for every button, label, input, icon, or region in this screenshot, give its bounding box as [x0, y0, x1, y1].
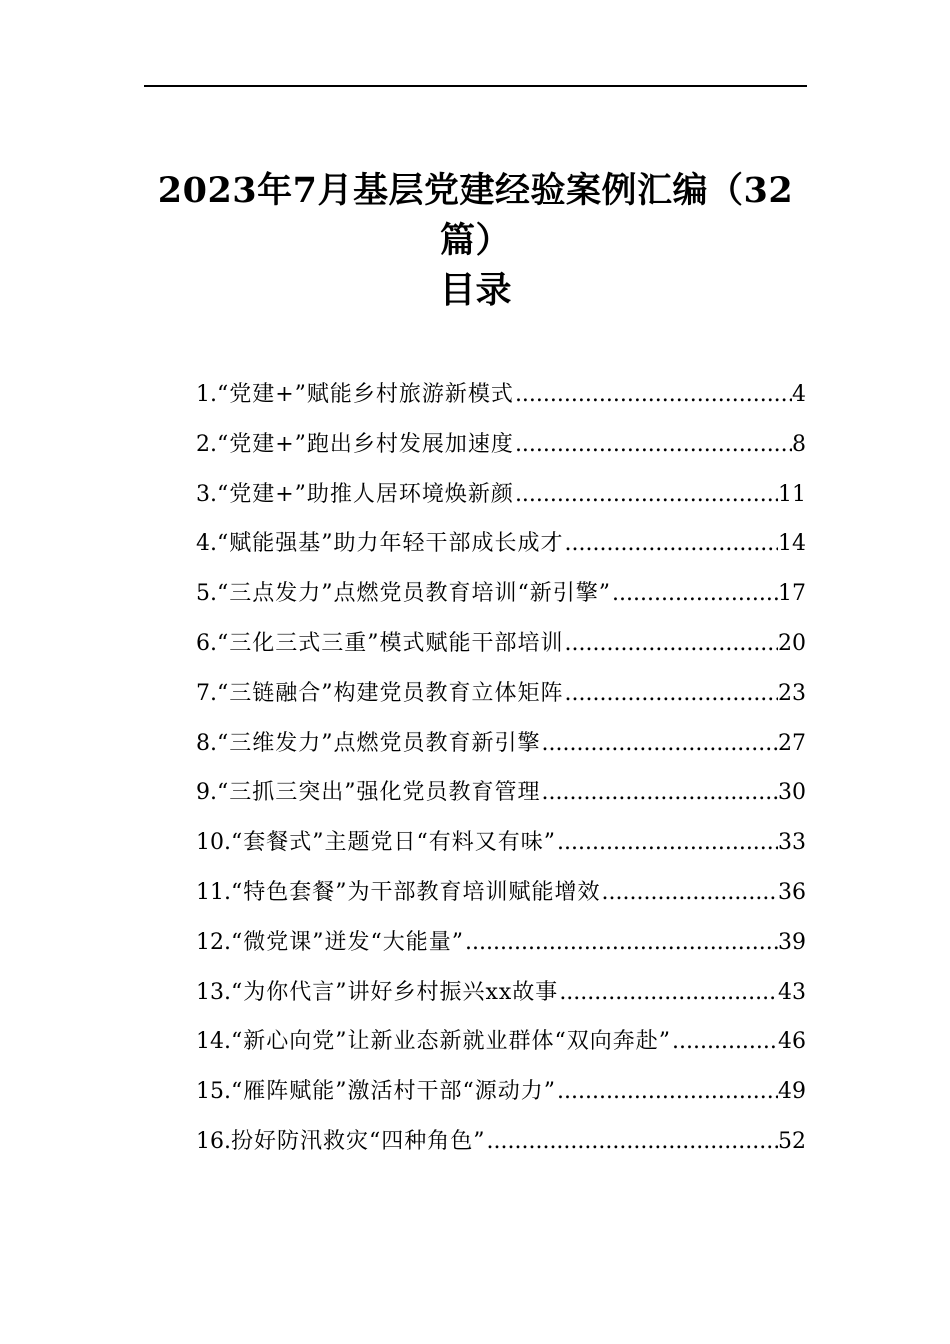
toc-entry-page: 33 — [778, 830, 806, 856]
toc-entry-title: “为你代言”讲好乡村振兴xx故事 — [231, 979, 559, 1005]
table-of-contents — [196, 370, 806, 1167]
toc-entry-number: 2. — [196, 431, 217, 457]
toc-entry[interactable] — [196, 719, 806, 769]
toc-entry[interactable] — [196, 619, 806, 669]
toc-entry-number: 3. — [196, 481, 217, 507]
toc-entry-number: 10. — [196, 830, 231, 856]
toc-entry-number: 12. — [196, 929, 231, 955]
toc-dot-leader — [515, 370, 792, 420]
toc-entry[interactable] — [196, 470, 806, 520]
toc-dot-leader — [557, 818, 778, 868]
toc-entry-title: “党建+”跑出乡村发展加速度 — [217, 431, 514, 457]
toc-entry-title: “三化三式三重”模式赋能干部培训 — [217, 630, 564, 656]
toc-entry-number: 4. — [196, 531, 217, 557]
toc-entry-title: “微党课”迸发“大能量” — [231, 929, 464, 955]
document-title: 2023年7月基层党建经验案例汇编（32篇） — [157, 170, 794, 261]
toc-entry-title: “雁阵赋能”激活村干部“源动力” — [231, 1079, 556, 1105]
toc-entry-page: 46 — [778, 1029, 806, 1055]
toc-entry-page: 17 — [778, 581, 806, 607]
toc-entry-number: 16. — [196, 1128, 231, 1154]
toc-dot-leader — [565, 519, 779, 569]
toc-dot-leader — [542, 719, 779, 769]
toc-dot-leader — [612, 569, 778, 619]
toc-entry-page: 43 — [778, 979, 806, 1005]
toc-dot-leader — [565, 619, 779, 669]
toc-entry[interactable] — [196, 420, 806, 470]
toc-entry-number: 9. — [196, 780, 217, 806]
toc-entry-title: 扮好防汛救灾“四种角色” — [231, 1128, 486, 1154]
toc-entry-number: 1. — [196, 382, 217, 407]
toc-entry[interactable] — [196, 370, 806, 420]
toc-entry-page: 27 — [778, 730, 806, 756]
toc-entry-page: 8 — [792, 431, 806, 457]
toc-dot-leader — [515, 420, 792, 470]
toc-entry[interactable] — [196, 868, 806, 918]
toc-dot-leader — [672, 1017, 778, 1067]
toc-entry-page: 11 — [778, 481, 806, 507]
toc-entry-page: 39 — [778, 929, 806, 955]
toc-entry-number: 6. — [196, 630, 217, 656]
toc-entry[interactable] — [196, 1067, 806, 1117]
toc-entry[interactable] — [196, 1017, 806, 1067]
toc-entry-number: 11. — [196, 879, 231, 905]
toc-entry-page: 20 — [778, 630, 806, 656]
toc-entry-number: 15. — [196, 1079, 231, 1105]
toc-entry-title: “三维发力”点燃党员教育新引擎 — [217, 730, 541, 756]
toc-entry-page: 36 — [778, 879, 806, 905]
toc-entry[interactable] — [196, 968, 806, 1018]
toc-entry-page: 14 — [778, 531, 806, 557]
toc-entry-page: 52 — [778, 1128, 806, 1154]
toc-entry-number: 14. — [196, 1029, 231, 1055]
toc-entry-number: 8. — [196, 730, 217, 756]
toc-heading: 目录 — [439, 269, 512, 311]
toc-entry-title: “三点发力”点燃党员教育培训“新引擎” — [217, 581, 611, 607]
toc-entry-number: 5. — [196, 581, 217, 607]
toc-entry[interactable] — [196, 768, 806, 818]
toc-entry-title: “三抓三突出”强化党员教育管理 — [217, 780, 541, 806]
toc-dot-leader — [515, 470, 778, 520]
toc-entry-number: 13. — [196, 979, 231, 1005]
toc-dot-leader — [557, 1067, 778, 1117]
toc-entry-page: 49 — [778, 1079, 806, 1105]
toc-dot-leader — [542, 768, 779, 818]
top-rule — [144, 85, 807, 87]
toc-entry-page: 23 — [778, 680, 806, 706]
toc-dot-leader — [602, 868, 779, 918]
toc-dot-leader — [465, 918, 778, 968]
toc-entry-number: 7. — [196, 680, 217, 706]
toc-entry[interactable] — [196, 1117, 806, 1167]
toc-entry[interactable] — [196, 519, 806, 569]
toc-entry[interactable] — [196, 669, 806, 719]
toc-dot-leader — [565, 669, 779, 719]
toc-entry-title: “新心向党”让新业态新就业群体“双向奔赴” — [231, 1029, 671, 1055]
toc-entry[interactable] — [196, 818, 806, 868]
toc-entry-page: 4 — [792, 382, 806, 407]
toc-dot-leader — [559, 968, 778, 1018]
toc-entry[interactable] — [196, 918, 806, 968]
toc-entry-title: “党建+”赋能乡村旅游新模式 — [217, 382, 514, 407]
toc-dot-leader — [487, 1117, 779, 1167]
toc-entry-title: “党建+”助推人居环境焕新颜 — [217, 481, 514, 507]
toc-entry-title: “特色套餐”为干部教育培训赋能增效 — [231, 879, 601, 905]
toc-entry[interactable] — [196, 569, 806, 619]
toc-entry-title: “三链融合”构建党员教育立体矩阵 — [217, 680, 564, 706]
toc-entry-title: “套餐式”主题党日“有料又有味” — [231, 830, 556, 856]
toc-entry-page: 30 — [778, 780, 806, 806]
toc-entry-title: “赋能强基”助力年轻干部成长成才 — [217, 531, 564, 557]
